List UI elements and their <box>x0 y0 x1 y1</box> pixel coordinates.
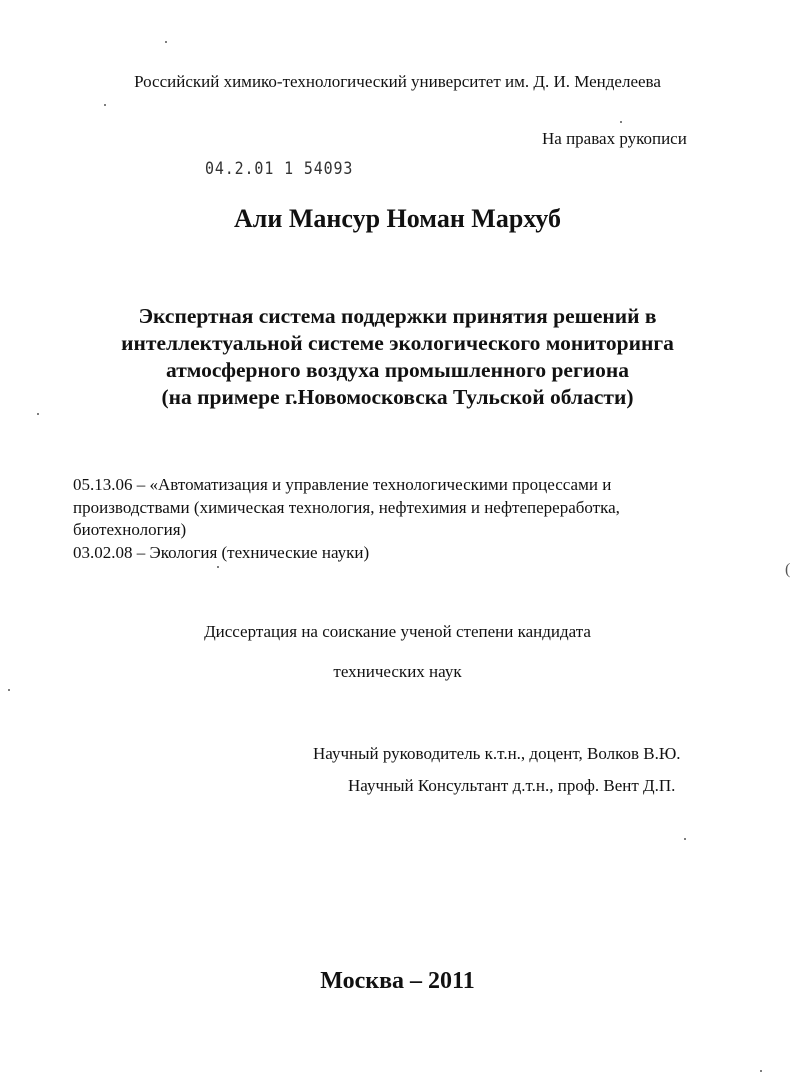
degree-field: технических наук <box>333 662 462 681</box>
specialty-line: производствами (химическая технология, нефтехимия и нефтепереработка, <box>73 497 620 517</box>
author-name: Али Мансур Номан Мархуб <box>234 204 561 233</box>
title-line: (на примере г.Новомосковска Тульской области) <box>161 385 634 409</box>
scan-speck <box>620 121 622 123</box>
scan-speck <box>760 1070 762 1072</box>
city-and-year: Москва – 2011 <box>320 968 475 994</box>
dissertation-title <box>0 303 795 411</box>
scan-mark: ( <box>785 561 791 578</box>
manuscript-rights-note: На правах рукописи <box>542 129 687 148</box>
scan-speck <box>8 689 10 691</box>
title-line: Экспертная система поддержки принятия решений в <box>138 304 657 328</box>
specialties-block <box>73 474 620 564</box>
registry-stamp: 04.2.01 1 54093 <box>205 159 354 179</box>
university-name: Российский химико-технологический университет им. Д. И. Менделеева <box>134 72 661 91</box>
specialty-line: 05.13.06 – «Автоматизация и управление технологическими процессами и <box>73 475 612 494</box>
title-line: интеллектуальной системе экологического мониторинга <box>121 331 674 355</box>
scan-speck <box>104 104 106 106</box>
scan-speck <box>37 413 39 415</box>
scientific-supervisor: Научный руководитель к.т.н., доцент, Волков В.Ю. <box>313 744 681 763</box>
degree-statement: Диссертация на соискание ученой степени кандидата <box>204 622 591 641</box>
scan-speck <box>684 838 686 840</box>
scan-speck <box>165 41 167 43</box>
title-line: атмосферного воздуха промышленного региона <box>166 358 629 382</box>
specialty-line: биотехнология) <box>73 520 187 539</box>
scan-speck <box>217 566 219 568</box>
scientific-consultant: Научный Консультант д.т.н., проф. Вент Д.П. <box>348 776 676 795</box>
specialty-line: 03.02.08 – Экология (технические науки) <box>73 542 370 562</box>
